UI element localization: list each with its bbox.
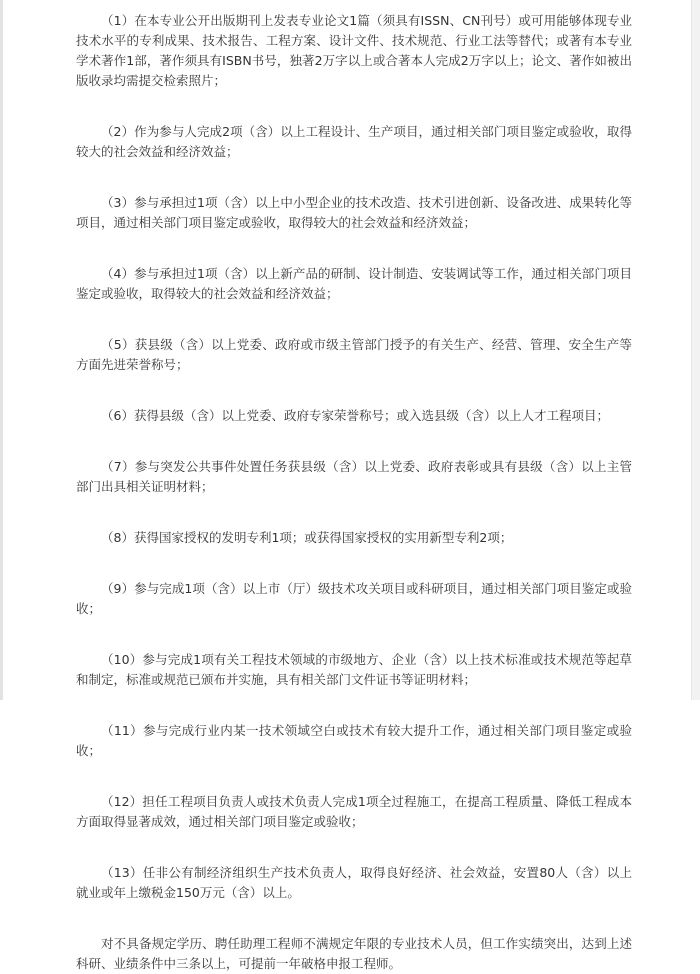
criterion-paragraph-8: （8）获得国家授权的发明专利1项；或获得国家授权的实用新型专利2项；	[101, 530, 513, 545]
criterion-paragraph-2: （2）作为参与人完成2项（含）以上工程设计、生产项目，通过相关部门项目鉴定或验收，取得较大的社会效益和经济效益；	[76, 124, 632, 159]
exception-paragraph: 对不具备规定学历、聘任助理工程师不满规定年限的专业技术人员，但工作实绩突出，达到上述科研、业绩条件中三条以上，可提前一年破格申报工程师。	[76, 936, 632, 971]
criterion-paragraph-13: （13）任非公有制经济组织生产技术负责人，取得良好经济、社会效益，安置80人（含）以上就业或年上缴税金150万元（含）以上。	[76, 865, 632, 900]
right-scroll-edge	[691, 0, 700, 700]
criterion-paragraph-5: （5）获县级（含）以上党委、政府或市级主管部门授予的有关生产、经营、管理、安全生产等方面先进荣誉称号；	[76, 337, 632, 372]
criterion-paragraph-9: （9）参与完成1项（含）以上市（厅）级技术攻关项目或科研项目，通过相关部门项目鉴定或验收；	[76, 581, 632, 616]
criterion-paragraph-11: （11）参与完成行业内某一技术领域空白或技术有较大提升工作，通过相关部门项目鉴定或验收；	[76, 723, 632, 758]
criterion-paragraph-12: （12）担任工程项目负责人或技术负责人完成1项全过程施工，在提高工程质量、降低工程成本方面取得显著成效，通过相关部门项目鉴定或验收；	[76, 794, 632, 829]
document-body	[76, 11, 632, 974]
criterion-paragraph-10: （10）参与完成1项有关工程技术领域的市级地方、企业（含）以上技术标准或技术规范等起草和制定，标准或规范已颁布并实施，具有相关部门文件证书等证明材料；	[76, 652, 632, 687]
criterion-paragraph-4: （4）参与承担过1项（含）以上新产品的研制、设计制造、安装调试等工作，通过相关部门项目鉴定或验收，取得较大的社会效益和经济效益；	[76, 266, 632, 301]
criterion-paragraph-1: （1）在本专业公开出版期刊上发表专业论文1篇（须具有ISSN、CN刊号）或可用能够体现专业技术水平的专利成果、技术报告、工程方案、设计文件、技术规范、行业工法等替代；或著有本专业学术著作1部，著作须具有ISBN书号，独著2万字以上或合著本人完成2万字以上；论文、著作如被出版收录均需提交检索照片；	[76, 13, 632, 88]
left-border	[0, 0, 3, 700]
criterion-paragraph-6: （6）获得县级（含）以上党委、政府专家荣誉称号；或入选县级（含）以上人才工程项目；	[101, 408, 609, 423]
criterion-paragraph-3: （3）参与承担过1项（含）以上中小型企业的技术改造、技术引进创新、设备改进、成果转化等项目，通过相关部门项目鉴定或验收，取得较大的社会效益和经济效益；	[76, 195, 632, 230]
criterion-paragraph-7: （7）参与突发公共事件处置任务获县级（含）以上党委、政府表彰或具有县级（含）以上主管部门出具相关证明材料；	[76, 459, 632, 494]
